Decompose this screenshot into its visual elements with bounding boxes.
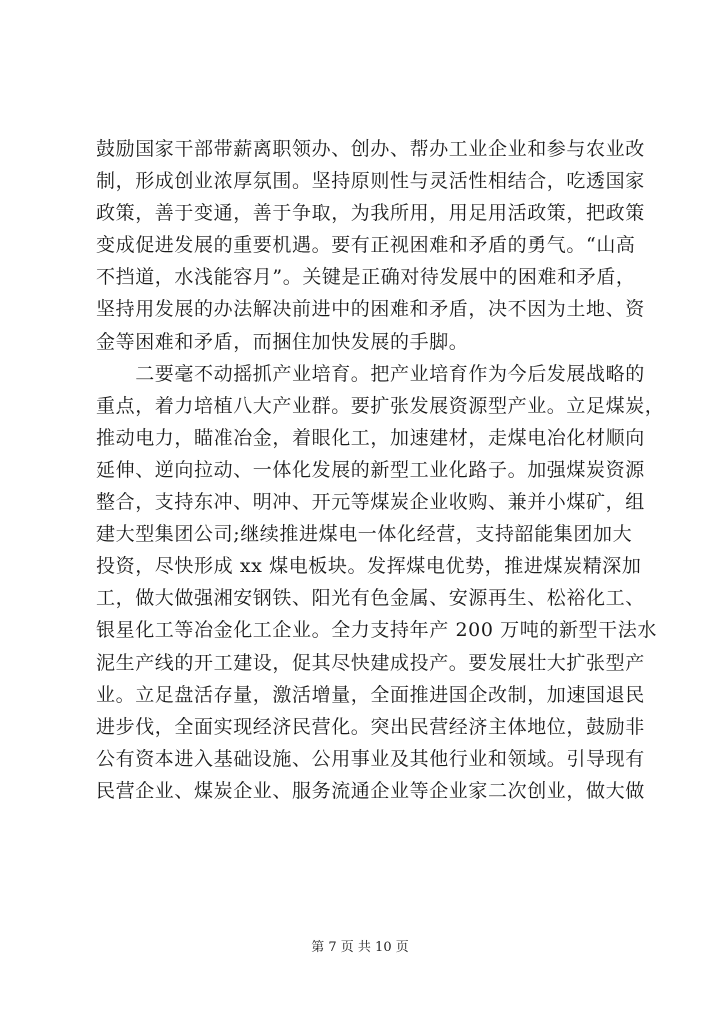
text-line: 政策，善于变通，善于争取，为我所用，用足用活政策，把政策	[96, 202, 645, 225]
text-line: 投资，尽快形成 xx 煤电板块。发挥煤电优势，推进煤炭精深加	[96, 555, 642, 578]
text-line: 制，形成创业浓厚氛围。坚持原则性与灵活性相结合，吃透国家	[96, 170, 645, 193]
text-line: 建大型集团公司;继续推进煤电一体化经营，支持韶能集团加大	[96, 523, 633, 546]
text-line: 推动电力，瞄准冶金，着眼化工，加速建材，走煤电冶化材顺向	[96, 426, 645, 449]
text-line: 泥生产线的开工建设，促其尽快建成投产。要发展壮大扩张型产	[96, 651, 645, 674]
text-line: 重点，着力培植八大产业群。要扩张发展资源型产业。立足煤炭，	[96, 394, 665, 417]
text-line: 坚持用发展的办法解决前进中的困难和矛盾，决不因为土地、资	[96, 298, 645, 321]
text-line: 金等困难和矛盾，而捆住加快发展的手脚。	[96, 330, 469, 353]
text-line: 银星化工等冶金化工企业。全力支持年产 200 万吨的新型干法水	[96, 619, 657, 642]
page-number-footer: 第 7 页 共 10 页	[311, 940, 409, 955]
text-line: 延伸、逆向拉动、一体化发展的新型工业化路子。加强煤炭资源	[96, 458, 645, 481]
text-line: 工，做大做强湘安钢铁、阳光有色金属、安源再生、松裕化工、	[96, 587, 645, 610]
text-line: 公有资本进入基础设施、公用事业及其他行业和领域。引导现有	[96, 747, 645, 770]
text-line: 鼓励国家干部带薪离职领办、创办、帮办工业企业和参与农业改	[96, 138, 645, 160]
text-line: 民营企业、煤炭企业、服务流通企业等企业家二次创业，做大做	[96, 779, 645, 802]
text-line: 整合，支持东冲、明冲、开元等煤炭企业收购、兼并小煤矿，组	[96, 491, 645, 514]
body-text	[96, 133, 665, 807]
text-line: 变成促进发展的重要机遇。要有正视困难和矛盾的勇气。“山高	[96, 234, 636, 257]
text-line: 不挡道，水浅能容月”。关键是正确对待发展中的困难和矛盾，	[96, 266, 636, 289]
text-line: 业。立足盘活存量，激活增量，全面推进国企改制，加速国退民	[96, 683, 645, 706]
text-line: 进步伐，全面实现经济民营化。突出民营经济主体地位，鼓励非	[96, 715, 645, 738]
text-line: 二要毫不动摇抓产业培育。把产业培育作为今后发展战略的	[96, 362, 645, 385]
